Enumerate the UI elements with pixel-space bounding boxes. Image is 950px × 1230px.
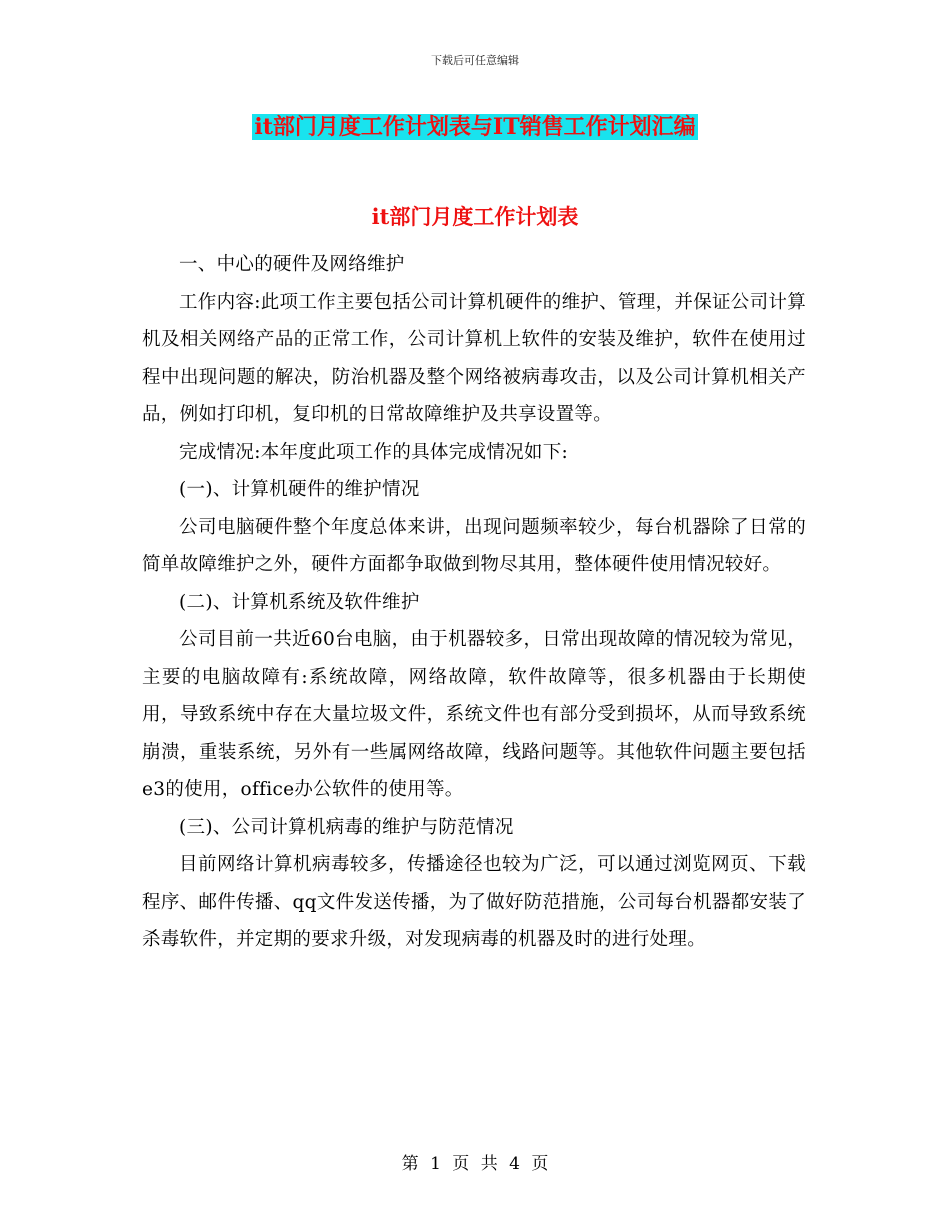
paragraph-work-content: 工作内容:此项工作主要包括公司计算机硬件的维护、管理，并保证公司计算机及相关网络产品的正常工作，公司计算机上软件的安装及维护，软件在使用过程中出现问题的解决，防治机器及整个网络被病毒攻击，以及公司计算机相关产品，例如打印机，复印机的日常故障维护及共享设置等。 bbox=[142, 291, 806, 425]
main-title-highlight: it部门月度工作计划表与IT销售工作计划汇编 bbox=[254, 114, 696, 140]
paragraph-hardware-maintenance: 公司电脑硬件整个年度总体来讲，出现问题频率较少，每台机器除了日常的简单故障维护之外，硬件方面都争取做到物尽其用，整体硬件使用情况较好。 bbox=[142, 516, 806, 575]
heading-hardware-network: 一、中心的硬件及网络维护 bbox=[179, 254, 405, 275]
heading-system-software: (二)、计算机系统及软件维护 bbox=[179, 591, 420, 613]
paragraph-system-software: 公司目前一共近60台电脑，由于机器较多，日常出现故障的情况较为常见，主要的电脑故障有:系统故障，网络故障，软件故障等，很多机器由于长期使用，导致系统中存在大量垃圾文件，系统文件也有部分受到损坏，从而导致系统崩溃，重装系统，另外有一些属网络故障，线路问题等。其他软件问题主要包括e3的使用，office办公软件的使用等。 bbox=[142, 629, 806, 800]
paragraph-virus-prevention: 目前网络计算机病毒较多，传播途径也较为广泛，可以通过浏览网页、下载程序、邮件传播、qq文件发送传播，为了做好防范措施，公司每台机器都安装了杀毒软件，并定期的要求升级，对发现病毒的机器及时的进行处理。 bbox=[142, 854, 806, 950]
document-main-title bbox=[0, 110, 950, 144]
document-body bbox=[142, 246, 806, 959]
heading-virus-prevention: (三)、公司计算机病毒的维护与防范情况 bbox=[179, 816, 514, 838]
paragraph-completion-status: 完成情况:本年度此项工作的具体完成情况如下: bbox=[179, 441, 569, 463]
heading-hardware-maintenance: (一)、计算机硬件的维护情况 bbox=[179, 479, 420, 500]
document-section-title: it部门月度工作计划表 bbox=[371, 204, 579, 229]
page-header-note: 下载后可任意编辑 bbox=[431, 54, 519, 67]
page-number-footer: 第 1 页 共 4 页 bbox=[401, 1154, 549, 1174]
